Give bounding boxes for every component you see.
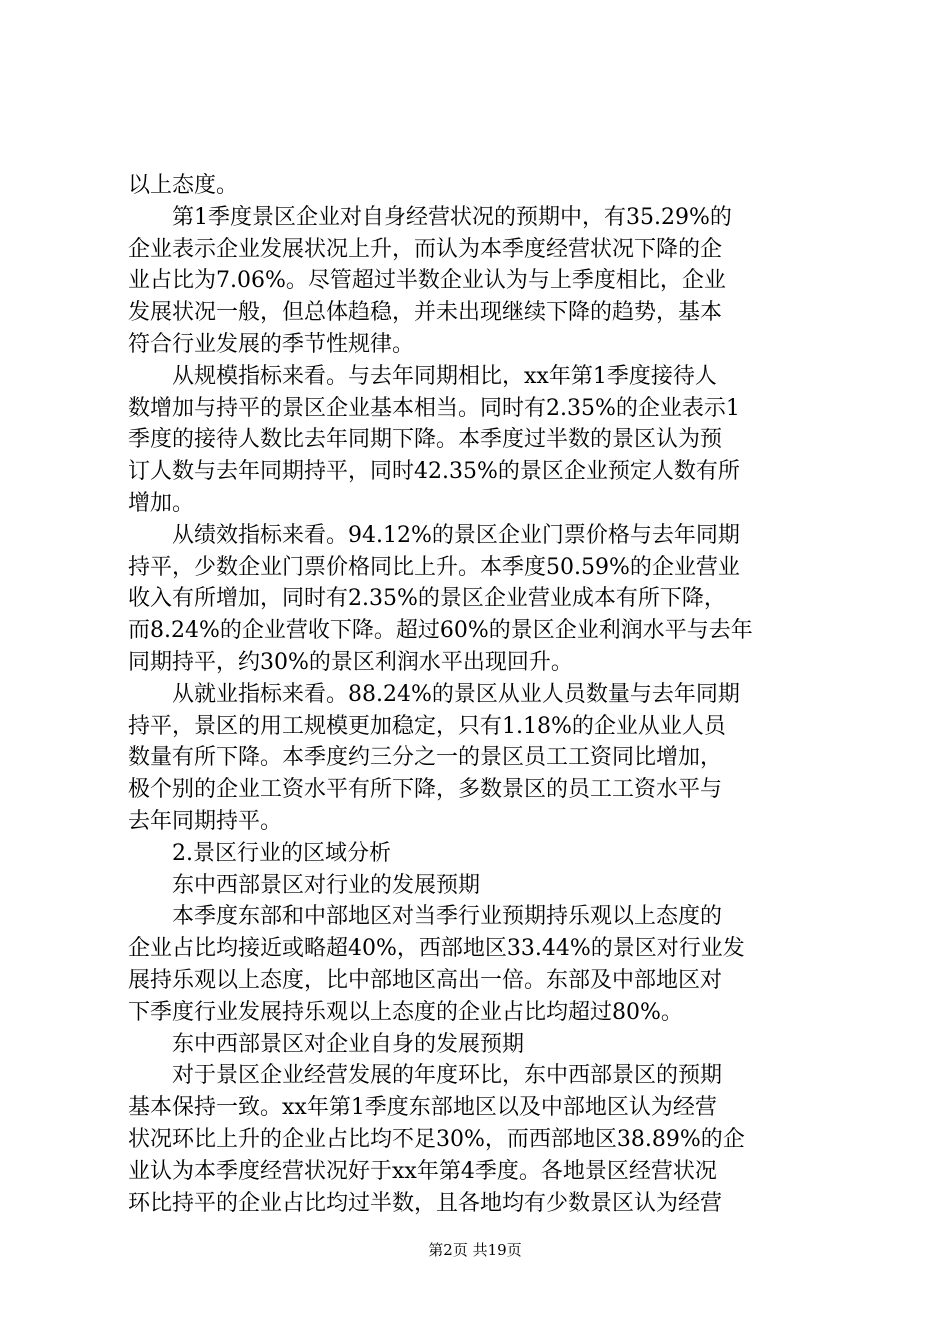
text-line: 业占比为7.06%。尽管超过半数企业认为与上季度相比，企业 — [128, 268, 726, 294]
subsection-heading: 东中西部景区对企业自身的发展预期 — [128, 1031, 525, 1057]
text-line: 展持乐观以上态度，比中部地区高出一倍。东部及中部地区对 — [128, 967, 723, 993]
subsection-heading: 东中西部景区对行业的发展预期 — [128, 872, 481, 898]
text-line: 发展状况一般，但总体趋稳，并未出现继续下降的趋势，基本 — [128, 300, 723, 326]
text-line: 持平，少数企业门票价格同比上升。本季度50.59%的企业营业 — [128, 554, 740, 580]
text-line: 增加。 — [128, 490, 195, 516]
document-body — [128, 170, 830, 1219]
text-line: 从规模指标来看。与去年同期相比，xx年第1季度接待人 — [128, 363, 717, 389]
text-line: 数增加与持平的景区企业基本相当。同时有2.35%的企业表示1 — [128, 395, 740, 421]
text-line: 而8.24%的企业营收下降。超过60%的景区企业利润水平与去年 — [128, 618, 753, 644]
text-line: 订人数与去年同期持平，同时42.35%的景区企业预定人数有所 — [128, 459, 740, 485]
text-line: 符合行业发展的季节性规律。 — [128, 331, 415, 357]
text-line: 以上态度。 — [128, 173, 239, 198]
text-line: 同期持平，约30%的景区利润水平出现回升。 — [128, 649, 573, 675]
text-line: 对于景区企业经营发展的年度环比，东中西部景区的预期 — [128, 1063, 723, 1089]
text-line: 业认为本季度经营状况好于xx年第4季度。各地景区经营状况 — [128, 1158, 717, 1184]
section-heading: 2.景区行业的区域分析 — [128, 840, 391, 866]
text-line: 环比持平的企业占比均过半数，且各地均有少数景区认为经营 — [128, 1190, 723, 1216]
text-line: 企业表示企业发展状况上升，而认为本季度经营状况下降的企 — [128, 236, 723, 262]
text-line: 本季度东部和中部地区对当季行业预期持乐观以上态度的 — [128, 904, 723, 930]
text-line: 企业占比均接近或略超40%，西部地区33.44%的景区对行业发 — [128, 936, 745, 962]
text-line: 去年同期持平。 — [128, 808, 283, 834]
text-line: 从就业指标来看。88.24%的景区从业人员数量与去年同期 — [128, 681, 740, 707]
page-number: 第2页 共19页 — [428, 1241, 522, 1259]
page-footer — [0, 1240, 950, 1260]
text-line: 基本保持一致。xx年第1季度东部地区以及中部地区认为经营 — [128, 1095, 717, 1121]
text-line: 持平，景区的用工规模更加稳定，只有1.18%的企业从业人员 — [128, 713, 726, 739]
text-line: 数量有所下降。本季度约三分之一的景区员工工资同比增加， — [128, 745, 723, 771]
text-line: 下季度行业发展持乐观以上态度的企业占比均超过80%。 — [128, 999, 683, 1025]
text-line: 收入有所增加，同时有2.35%的景区企业营业成本有所下降， — [128, 586, 726, 612]
text-line: 第1季度景区企业对自身经营状况的预期中，有35.29%的 — [128, 204, 732, 230]
text-line: 极个别的企业工资水平有所下降，多数景区的员工工资水平与 — [128, 777, 723, 803]
text-line: 从绩效指标来看。94.12%的景区企业门票价格与去年同期 — [128, 522, 740, 548]
text-line: 状况环比上升的企业占比均不足30%，而西部地区38.89%的企 — [128, 1126, 745, 1152]
text-line: 季度的接待人数比去年同期下降。本季度过半数的景区认为预 — [128, 427, 723, 453]
